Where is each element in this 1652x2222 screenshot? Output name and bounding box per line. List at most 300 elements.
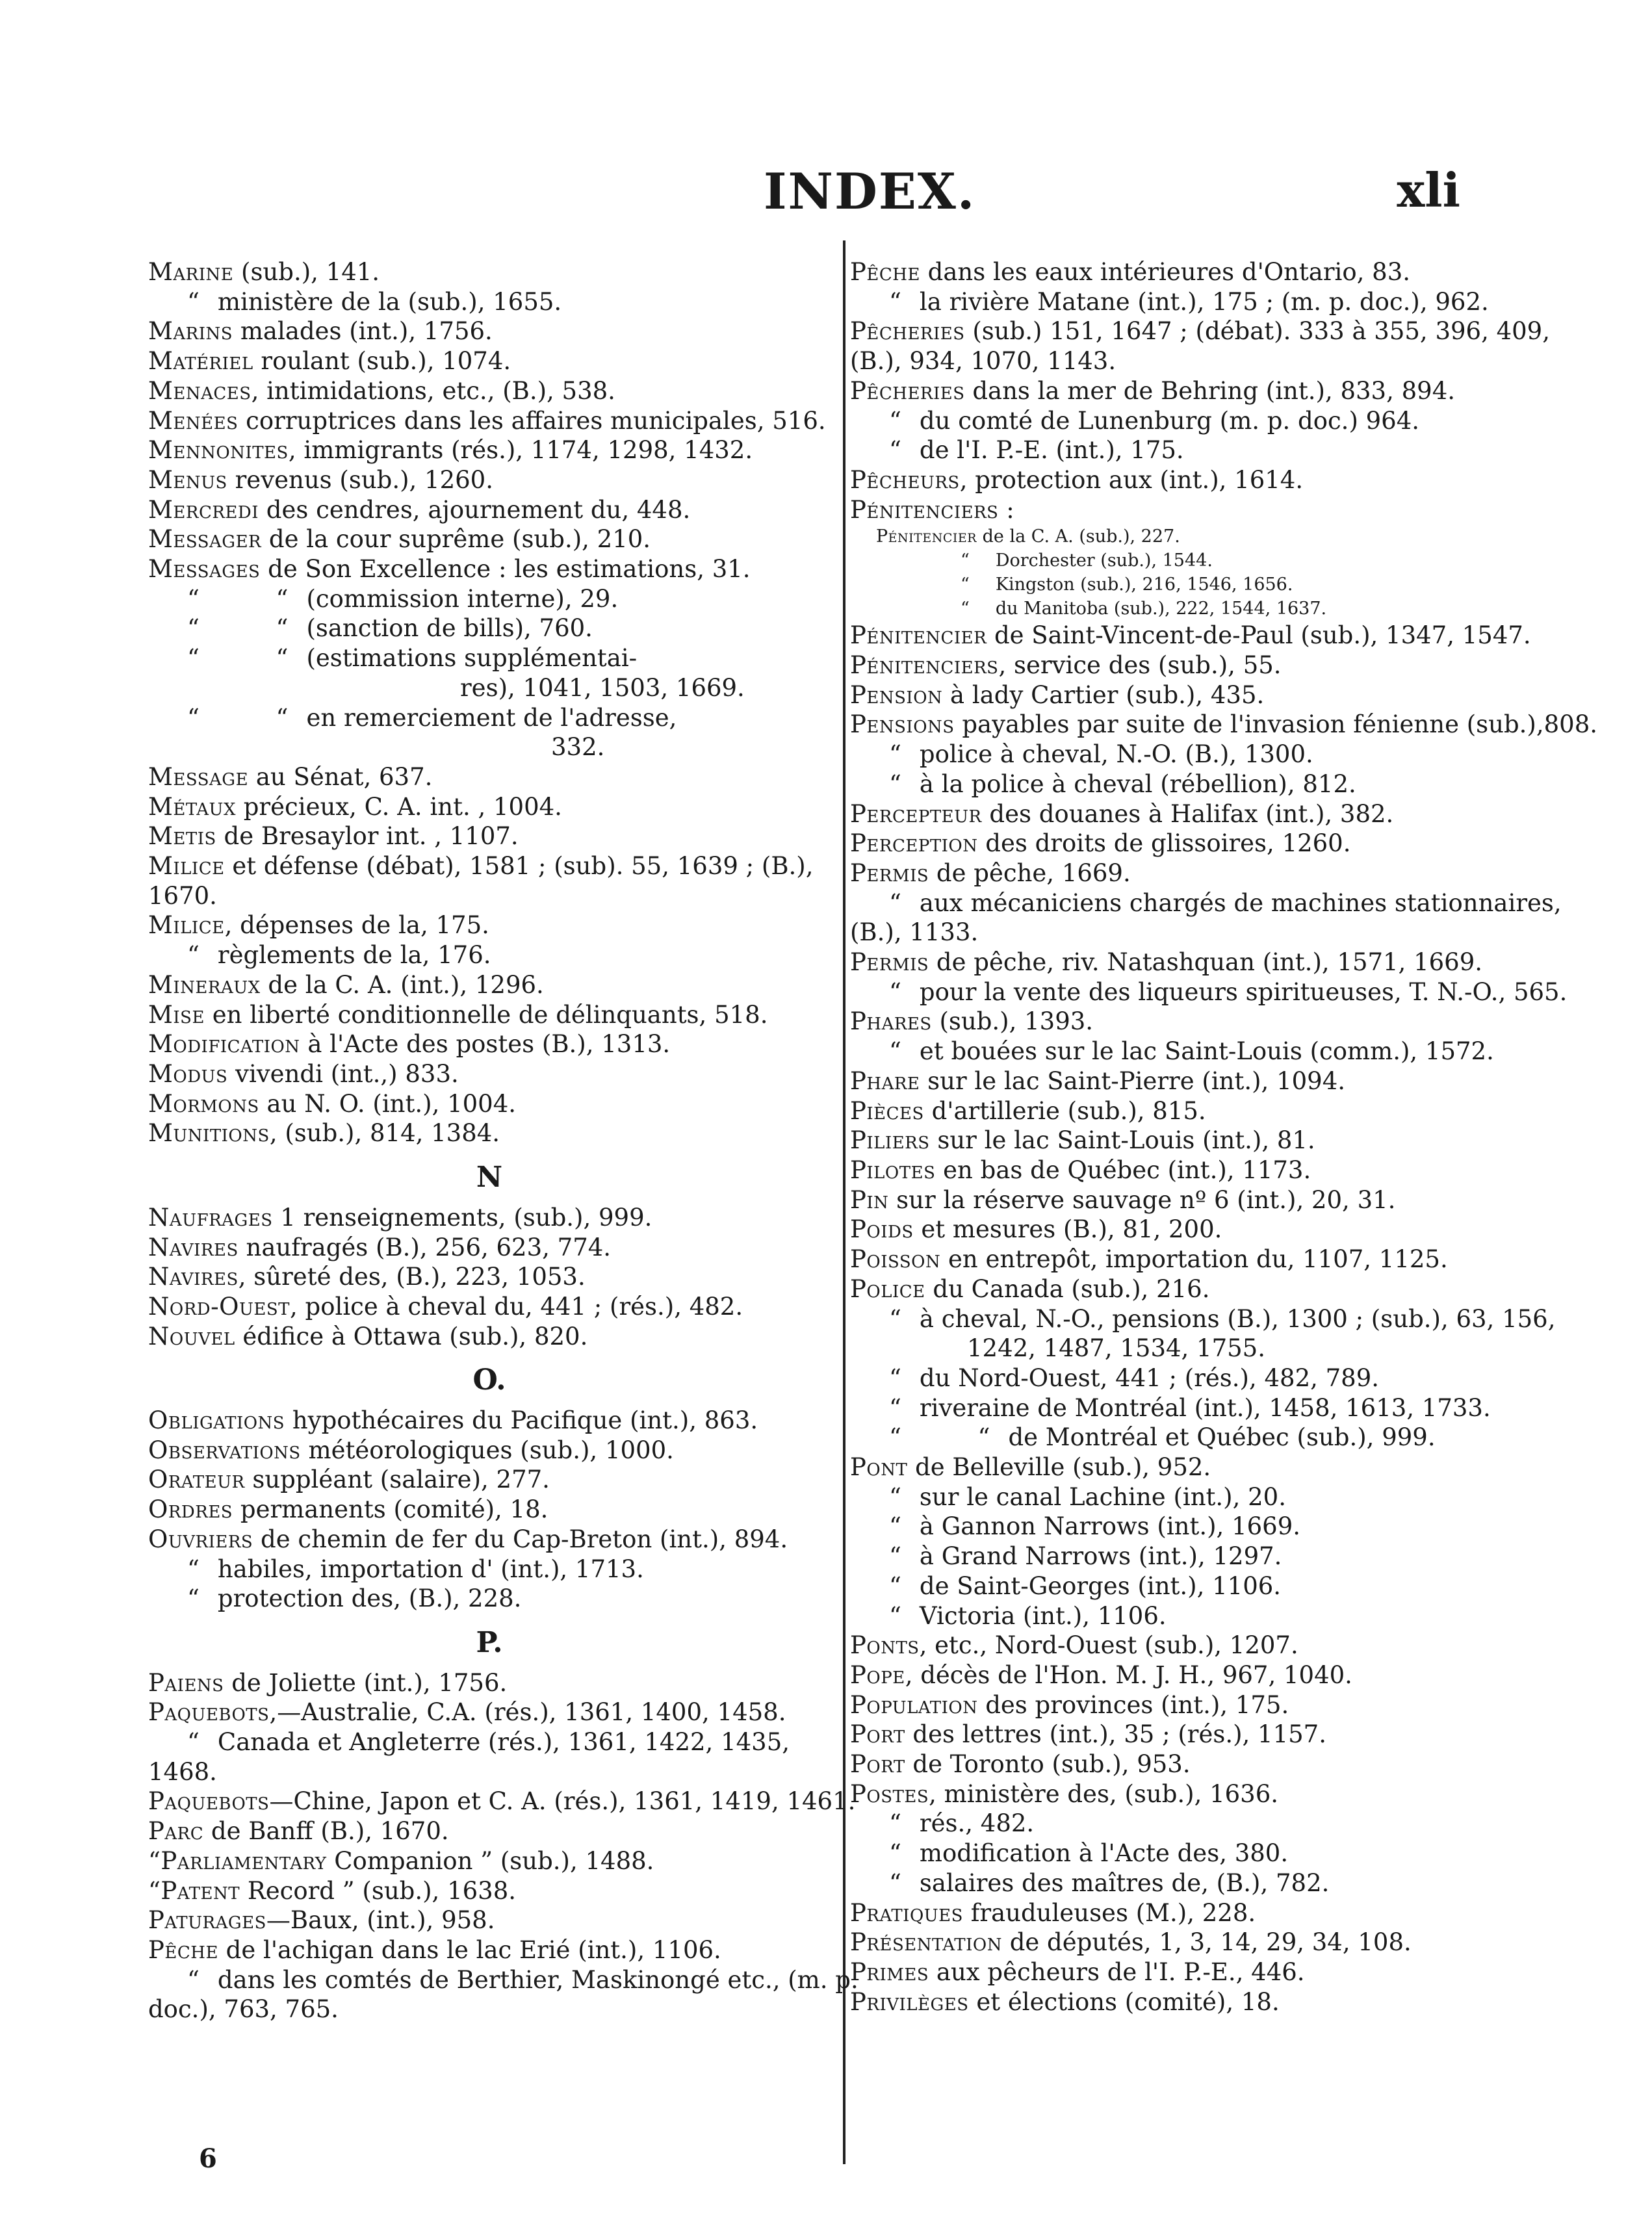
index-entry-text: à cheval, N.-O., pensions (B.), 1300 ; (sub.), 63, 156, bbox=[919, 1304, 1556, 1333]
index-entry-text: hypothécaires du Pacifique (int.), 863. bbox=[285, 1406, 758, 1435]
index-entry bbox=[850, 710, 1598, 740]
index-entry-text: de Belleville (sub.), 952. bbox=[907, 1453, 1211, 1482]
index-headword: Parc bbox=[148, 1817, 204, 1846]
index-entry-text: à l'Acte des postes (B.), 1313. bbox=[300, 1030, 671, 1059]
index-headword: Ordres bbox=[148, 1495, 233, 1524]
index-headword: Ouvriers bbox=[148, 1525, 253, 1553]
index-entry-text: des cendres, ajournement du, 448. bbox=[259, 495, 691, 524]
ditto-mark: “ bbox=[187, 941, 200, 970]
index-headword: Poisson bbox=[850, 1245, 941, 1274]
index-entry bbox=[148, 970, 831, 1000]
ditto-mark: “ bbox=[889, 1512, 901, 1541]
index-entry bbox=[148, 495, 831, 525]
index-entry bbox=[148, 1816, 831, 1846]
index-headword: Mise bbox=[148, 1000, 205, 1029]
index-entry bbox=[850, 1215, 1526, 1245]
index-entry bbox=[850, 1453, 1526, 1482]
index-entry-text: à la police à cheval (rébellion), 812. bbox=[919, 769, 1356, 798]
index-headword: Pêche bbox=[148, 1935, 218, 1964]
index-headword: Pièces bbox=[850, 1096, 924, 1125]
index-headword: “Parliamentary bbox=[148, 1846, 327, 1875]
ditto-mark: “ bbox=[961, 550, 970, 571]
index-entry-text: aux mécaniciens chargés de machines stationnaires, bbox=[919, 888, 1562, 917]
index-headword: Paiens bbox=[148, 1668, 224, 1697]
index-entry-text: 1468. bbox=[148, 1757, 217, 1786]
index-entry-text: des droits de glissoires, 1260. bbox=[977, 829, 1351, 858]
index-headword: Marine bbox=[148, 258, 234, 286]
ditto-mark: “ “ bbox=[889, 1423, 990, 1452]
ditto-mark: “ bbox=[187, 1584, 200, 1613]
ditto-mark: “ bbox=[187, 287, 200, 316]
index-entry-text: de Banff (B.), 1670. bbox=[203, 1817, 449, 1846]
index-entry bbox=[148, 554, 831, 584]
index-headword: Pin bbox=[850, 1185, 889, 1214]
index-entry-text: police à cheval, N.-O. (B.), 1300. bbox=[919, 740, 1313, 769]
index-entry-text: modification à l'Acte des, 380. bbox=[919, 1839, 1289, 1868]
index-entry-text: et bouées sur le lac Saint-Louis (comm.), 1572. bbox=[919, 1037, 1494, 1066]
index-headword: Pilotes bbox=[850, 1156, 936, 1184]
index-headword: Obligations bbox=[148, 1406, 285, 1435]
index-entry bbox=[148, 643, 831, 673]
index-headword: Navires bbox=[148, 1233, 239, 1261]
index-section-letter: N bbox=[476, 1161, 503, 1195]
index-entry-text: payables par suite de l'invasion fénienne (sub.),808. bbox=[954, 710, 1598, 739]
index-entry bbox=[850, 1037, 1526, 1066]
index-section-letter: O. bbox=[472, 1363, 506, 1397]
index-entry-text: sur le canal Lachine (int.), 20. bbox=[919, 1482, 1286, 1511]
index-entry bbox=[148, 703, 831, 733]
index-entry bbox=[148, 1465, 831, 1495]
ditto-mark: “ “ bbox=[187, 584, 289, 613]
index-headword: Metis bbox=[148, 822, 216, 851]
index-headword: Message bbox=[148, 762, 249, 791]
index-entry bbox=[148, 406, 831, 436]
index-headword: Navires bbox=[148, 1263, 239, 1291]
index-entry-text: en remerciement de l'adresse, bbox=[306, 703, 677, 732]
index-entry-text: et défense (débat), 1581 ; (sub). 55, 1639 ; (B.), bbox=[224, 852, 814, 881]
ditto-mark: “ bbox=[961, 599, 970, 619]
index-entry bbox=[148, 1089, 831, 1119]
index-headword: Phare bbox=[850, 1066, 920, 1095]
index-entry bbox=[850, 1571, 1526, 1601]
index-entry bbox=[850, 1868, 1526, 1898]
index-entry-text: à lady Cartier (sub.), 435. bbox=[942, 680, 1265, 709]
index-entry-text: d'artillerie (sub.), 815. bbox=[923, 1096, 1206, 1125]
index-entry bbox=[148, 1000, 831, 1030]
index-entry-text: du Nord-Ouest, 441 ; (rés.), 482, 789. bbox=[919, 1363, 1380, 1392]
index-headword: Pêcheurs bbox=[850, 465, 960, 494]
index-entry bbox=[148, 1029, 831, 1059]
index-entry bbox=[148, 435, 831, 465]
index-entry-text: , intimidations, etc., (B.), 538. bbox=[251, 376, 615, 405]
index-entry-text: de chemin de fer du Cap-Breton (int.), 894. bbox=[253, 1525, 788, 1553]
index-headword: Naufrages bbox=[148, 1203, 273, 1232]
index-entry-text: 1242, 1487, 1534, 1755. bbox=[967, 1334, 1265, 1363]
index-entry-text: (B.), 1133. bbox=[850, 918, 979, 947]
index-headword: Menaces bbox=[148, 376, 252, 405]
index-headword: Population bbox=[850, 1690, 978, 1719]
index-entry-text: , dépenses de la, 175. bbox=[224, 911, 489, 940]
ditto-mark: “ “ bbox=[187, 703, 289, 732]
index-entry-text: dans la mer de Behring (int.), 833, 894. bbox=[964, 376, 1455, 405]
index-headword: Menées bbox=[148, 406, 239, 435]
index-entry bbox=[148, 1757, 831, 1787]
ditto-mark: “ “ bbox=[187, 644, 289, 673]
index-headword: Menus bbox=[148, 465, 227, 494]
index-entry bbox=[850, 651, 1526, 680]
index-entry-text: au Sénat, 637. bbox=[248, 762, 433, 791]
index-entry-text: de Bresaylor int. , 1107. bbox=[216, 822, 519, 851]
index-entry bbox=[148, 1584, 831, 1614]
index-entry bbox=[148, 524, 831, 554]
ditto-mark: “ bbox=[187, 1965, 200, 1994]
index-entry bbox=[850, 1928, 1526, 1957]
index-entry-text: ,—Australie, C.A. (rés.), 1361, 1400, 1458. bbox=[269, 1698, 786, 1727]
ditto-mark: “ bbox=[961, 575, 970, 595]
ditto-mark: “ bbox=[889, 888, 901, 917]
index-entry bbox=[850, 287, 1526, 317]
index-entry bbox=[850, 1631, 1526, 1660]
index-entry bbox=[148, 317, 831, 346]
index-entry bbox=[850, 346, 1526, 376]
index-entry bbox=[148, 257, 831, 287]
index-entry-text: , police à cheval du, 441 ; (rés.), 482. bbox=[290, 1292, 743, 1321]
index-entry-text: , (sub.), 814, 1384. bbox=[269, 1119, 500, 1148]
index-entry-text: Record ” (sub.), 1638. bbox=[240, 1876, 516, 1905]
ditto-mark: “ bbox=[889, 406, 901, 435]
index-entry-text: édifice à Ottawa (sub.), 820. bbox=[235, 1322, 588, 1350]
index-entry bbox=[850, 597, 1526, 621]
index-entry-text: du Canada (sub.), 216. bbox=[925, 1274, 1210, 1303]
index-entry-text: roulant (sub.), 1074. bbox=[253, 347, 511, 376]
index-entry bbox=[850, 495, 1526, 525]
index-entry bbox=[850, 1156, 1526, 1185]
ditto-mark: “ bbox=[889, 1393, 901, 1422]
index-entry-text: 1670. bbox=[148, 881, 217, 910]
index-entry bbox=[850, 257, 1526, 287]
index-entry-text: (sub.), 1393. bbox=[931, 1007, 1094, 1036]
index-entry bbox=[148, 1118, 831, 1148]
ditto-mark: “ bbox=[889, 769, 901, 798]
index-entry-text: en entrepôt, importation du, 1107, 1125. bbox=[940, 1245, 1448, 1274]
index-entry-text: revenus (sub.), 1260. bbox=[227, 465, 493, 494]
index-entry bbox=[850, 1542, 1526, 1571]
index-entry-text: vivendi (int.,) 833. bbox=[227, 1059, 459, 1088]
right-index-column bbox=[850, 257, 1598, 2017]
index-entry-text: la rivière Matane (int.), 175 ; (m. p. doc.), 962. bbox=[919, 287, 1489, 316]
index-entry-text: pour la vente des liqueurs spiritueuses, T. N.-O., 565. bbox=[919, 977, 1568, 1006]
page-number: xli bbox=[1397, 162, 1460, 218]
index-entry-text: malades (int.), 1756. bbox=[233, 317, 493, 346]
index-entry bbox=[850, 621, 1531, 651]
index-entry bbox=[850, 829, 1526, 859]
index-headword: Pénitencier bbox=[876, 526, 977, 547]
index-entry-text: frauduleuses (M.), 228. bbox=[962, 1898, 1256, 1927]
index-entry-text: de pêche, riv. Natashquan (int.), 1571, 1669. bbox=[929, 948, 1483, 977]
index-entry-text: de députés, 1, 3, 14, 29, 34, 108. bbox=[1001, 1928, 1412, 1957]
index-entry bbox=[850, 977, 1568, 1007]
index-headword: Pensions bbox=[850, 710, 955, 739]
index-entry-text: —Baux, (int.), 958. bbox=[266, 1906, 495, 1935]
index-entry-text: météorologiques (sub.), 1000. bbox=[300, 1436, 674, 1464]
index-entry bbox=[850, 859, 1526, 888]
index-entry bbox=[850, 1898, 1526, 1928]
index-headword: Munitions bbox=[148, 1119, 270, 1148]
index-entry-text: du comté de Lunenburg (m. p. doc.) 964. bbox=[919, 406, 1420, 435]
index-entry-text: habiles, importation d' (int.), 1713. bbox=[217, 1555, 644, 1583]
index-entry bbox=[148, 346, 831, 376]
index-entry-text: du Manitoba (sub.), 222, 1544, 1637. bbox=[995, 599, 1327, 619]
index-entry-text: sur le lac Saint-Louis (int.), 81. bbox=[929, 1126, 1315, 1155]
index-headword: Mennonites bbox=[148, 436, 289, 465]
index-entry-text: , décès de l'Hon. M. J. H., 967, 1040. bbox=[905, 1660, 1352, 1689]
ditto-mark: “ bbox=[889, 1839, 901, 1868]
index-headword: Matériel bbox=[148, 347, 253, 376]
index-entry bbox=[850, 1423, 1526, 1453]
index-entry bbox=[850, 1839, 1526, 1868]
index-entry-text: (commission interne), 29. bbox=[306, 584, 619, 613]
index-entry-text: sur le lac Saint-Pierre (int.), 1094. bbox=[920, 1066, 1346, 1095]
index-entry bbox=[148, 614, 831, 643]
index-headword: Privilèges bbox=[850, 1987, 969, 2016]
index-entry bbox=[850, 1720, 1526, 1750]
index-entry bbox=[850, 406, 1526, 436]
index-headword: Paturages bbox=[148, 1906, 266, 1935]
index-entry bbox=[850, 1809, 1526, 1839]
index-headword: Mormons bbox=[148, 1089, 259, 1118]
index-entry-text: de Saint-Vincent-de-Paul (sub.), 1347, 1547. bbox=[987, 621, 1531, 650]
index-entry bbox=[148, 1525, 831, 1555]
index-entry-text: , etc., Nord-Ouest (sub.), 1207. bbox=[919, 1631, 1298, 1660]
index-entry-text: , service des (sub.), 55. bbox=[998, 651, 1282, 680]
index-entry-text: : bbox=[998, 495, 1014, 524]
index-entry bbox=[850, 1393, 1526, 1423]
index-headword: Nord-Ouest bbox=[148, 1292, 290, 1321]
index-headword: Milice bbox=[148, 911, 225, 940]
index-entry-text: des provinces (int.), 175. bbox=[977, 1690, 1289, 1719]
index-headword: Postes bbox=[850, 1779, 929, 1808]
index-entry-text: de Saint-Georges (int.), 1106. bbox=[919, 1571, 1282, 1600]
index-entry bbox=[148, 376, 831, 406]
index-entry-text: naufragés (B.), 256, 623, 774. bbox=[238, 1233, 612, 1261]
index-entry-text: —Chine, Japon et C. A. (rés.), 1361, 1419, 1461. bbox=[269, 1787, 856, 1816]
index-entry-text: , immigrants (rés.), 1174, 1298, 1432. bbox=[288, 436, 753, 465]
index-entry-text: de pêche, 1669. bbox=[929, 859, 1131, 887]
index-entry-text: en liberté conditionnelle de délinquants, 518. bbox=[204, 1000, 768, 1029]
index-entry-text: riveraine de Montréal (int.), 1458, 1613, 1733. bbox=[919, 1393, 1491, 1422]
index-entry bbox=[148, 1203, 831, 1233]
index-entry bbox=[850, 1482, 1526, 1512]
index-entry-text: de Son Excellence : les estimations, 31. bbox=[260, 555, 751, 584]
index-entry bbox=[148, 1965, 858, 1995]
ditto-mark: “ bbox=[889, 740, 901, 769]
index-entry bbox=[148, 1495, 831, 1525]
index-headword: Pénitencier bbox=[850, 621, 987, 650]
index-entry bbox=[850, 465, 1526, 495]
ditto-mark: “ bbox=[889, 977, 901, 1006]
index-headword: Pratiques bbox=[850, 1898, 963, 1927]
index-entry-text: salaires des maîtres de, (B.), 782. bbox=[919, 1868, 1330, 1897]
index-headword: Paquebots bbox=[148, 1698, 270, 1727]
index-entry bbox=[850, 1779, 1526, 1809]
index-entry-text: précieux, C. A. int. , 1004. bbox=[235, 792, 562, 821]
index-entry bbox=[148, 1406, 831, 1436]
index-headword: Port bbox=[850, 1720, 905, 1749]
index-entry bbox=[148, 1233, 831, 1263]
index-headword: Pénitenciers bbox=[850, 651, 999, 680]
index-entry bbox=[148, 673, 831, 703]
index-headword: Percepteur bbox=[850, 799, 982, 828]
index-entry bbox=[148, 792, 831, 822]
index-headword: Pope bbox=[850, 1660, 905, 1689]
index-entry-text: au N. O. (int.), 1004. bbox=[259, 1089, 517, 1118]
index-headword: “Patent bbox=[148, 1876, 240, 1905]
index-headword: Messages bbox=[148, 555, 261, 584]
index-entry bbox=[148, 1292, 831, 1322]
index-entry-text: , protection aux (int.), 1614. bbox=[959, 465, 1304, 494]
index-entry bbox=[850, 1126, 1526, 1156]
index-entry bbox=[850, 1245, 1526, 1274]
ditto-mark: “ bbox=[889, 1037, 901, 1066]
index-entry bbox=[850, 1601, 1526, 1631]
index-entry-text: dans les eaux intérieures d'Ontario, 83. bbox=[920, 258, 1411, 286]
index-entry bbox=[148, 1727, 831, 1757]
index-entry bbox=[850, 1007, 1526, 1037]
index-headword: Messager bbox=[148, 525, 262, 554]
ditto-mark: “ bbox=[889, 436, 901, 465]
index-entry-text: des lettres (int.), 35 ; (rés.), 1157. bbox=[905, 1720, 1326, 1749]
index-entry bbox=[850, 1363, 1526, 1393]
index-entry bbox=[148, 1876, 831, 1906]
column-divider bbox=[843, 240, 845, 2164]
index-entry bbox=[850, 948, 1526, 977]
index-entry bbox=[850, 769, 1526, 799]
index-entry bbox=[148, 1322, 831, 1352]
index-entry-text: Dorchester (sub.), 1544. bbox=[995, 550, 1213, 571]
index-entry bbox=[850, 376, 1526, 406]
index-headword: Paquebots bbox=[148, 1787, 270, 1816]
index-entry-text: , ministère des, (sub.), 1636. bbox=[929, 1779, 1279, 1808]
ditto-mark: “ bbox=[187, 1555, 200, 1583]
index-headword: Poids bbox=[850, 1215, 914, 1244]
index-entry-text: Kingston (sub.), 216, 1546, 1656. bbox=[995, 575, 1293, 595]
index-headword: Pêcheries bbox=[850, 376, 965, 405]
index-entry-text: (estimations supplémentai- bbox=[306, 644, 638, 673]
index-entry-text: corruptrices dans les affaires municipales, 516. bbox=[238, 406, 826, 435]
index-entry-text: (B.), 934, 1070, 1143. bbox=[850, 347, 1116, 376]
index-headword: Pêcheries bbox=[850, 317, 965, 346]
ditto-mark: “ bbox=[889, 1601, 901, 1630]
index-entry bbox=[148, 1668, 831, 1698]
index-entry-text: doc.), 763, 765. bbox=[148, 1995, 339, 2024]
ditto-mark: “ bbox=[889, 1809, 901, 1838]
index-entry-text: des douanes à Halifax (int.), 382. bbox=[981, 799, 1394, 828]
index-entry bbox=[850, 573, 1526, 597]
index-entry-text: 332. bbox=[551, 733, 605, 762]
index-entry bbox=[148, 1787, 856, 1816]
index-entry bbox=[850, 1660, 1526, 1690]
ditto-mark: “ bbox=[889, 1571, 901, 1600]
index-entry bbox=[148, 851, 831, 881]
index-entry bbox=[148, 762, 831, 792]
index-entry-text: ministère de la (sub.), 1655. bbox=[217, 287, 562, 316]
index-entry bbox=[148, 1905, 831, 1935]
index-entry bbox=[148, 821, 831, 851]
index-headword: Présentation bbox=[850, 1928, 1002, 1957]
index-entry-text: Canada et Angleterre (rés.), 1361, 1422, 1435, bbox=[217, 1728, 790, 1757]
index-entry bbox=[850, 1185, 1526, 1215]
ditto-mark: “ bbox=[889, 287, 901, 316]
index-entry bbox=[850, 740, 1526, 769]
ditto-mark: “ bbox=[889, 1482, 901, 1511]
index-entry-text: rés., 482. bbox=[919, 1809, 1035, 1838]
index-headword: Orateur bbox=[148, 1466, 245, 1494]
index-entry-text: 1 renseignements, (sub.), 999. bbox=[272, 1203, 652, 1232]
index-entry bbox=[850, 1512, 1526, 1542]
index-entry-text: sur la réserve sauvage nº 6 (int.), 20, 31. bbox=[888, 1185, 1396, 1214]
index-headword: Permis bbox=[850, 948, 929, 977]
index-entry-text: et élections (comité), 18. bbox=[968, 1987, 1280, 2016]
index-entry-text: en bas de Québec (int.), 1173. bbox=[935, 1156, 1311, 1184]
index-headword: Perception bbox=[850, 829, 978, 858]
index-headword: Primes bbox=[850, 1957, 929, 1986]
index-entry-text: à Gannon Narrows (int.), 1669. bbox=[919, 1512, 1300, 1541]
index-entry bbox=[850, 1334, 1526, 1363]
index-entry bbox=[148, 940, 831, 970]
index-entry bbox=[148, 287, 831, 317]
index-entry-text: (sub.) 151, 1647 ; (débat). 333 à 355, 396, 409, bbox=[964, 317, 1550, 346]
index-headword: Pension bbox=[850, 680, 943, 709]
index-entry bbox=[850, 317, 1550, 346]
index-entry bbox=[148, 584, 831, 614]
ditto-mark: “ bbox=[889, 1868, 901, 1897]
index-headword: Pénitenciers bbox=[850, 495, 999, 524]
index-entry bbox=[148, 881, 831, 911]
index-headword: Mineraux bbox=[148, 970, 261, 999]
index-headword: Permis bbox=[850, 859, 929, 887]
page-title: INDEX. bbox=[764, 162, 976, 220]
index-entry-text: de l'I. P.-E. (int.), 175. bbox=[919, 436, 1184, 465]
index-entry bbox=[850, 1274, 1526, 1304]
index-entry-text: de l'achigan dans le lac Erié (int.), 1106. bbox=[218, 1935, 721, 1964]
index-entry bbox=[850, 888, 1562, 918]
index-entry-text: suppléant (salaire), 277. bbox=[244, 1466, 550, 1494]
index-headword: Modus bbox=[148, 1059, 228, 1088]
index-entry bbox=[850, 918, 1526, 948]
index-entry bbox=[148, 1555, 831, 1584]
index-entry-text: res), 1041, 1503, 1669. bbox=[460, 673, 745, 702]
index-entry bbox=[148, 1436, 831, 1466]
index-entry-text: permanents (comité), 18. bbox=[233, 1495, 549, 1524]
index-headword: Observations bbox=[148, 1436, 301, 1464]
index-entry bbox=[148, 732, 831, 762]
index-entry bbox=[148, 1059, 831, 1089]
index-entry bbox=[850, 549, 1526, 573]
index-headword: Pont bbox=[850, 1453, 908, 1482]
index-entry bbox=[850, 1750, 1526, 1779]
index-entry bbox=[850, 1096, 1526, 1126]
index-entry-text: dans les comtés de Berthier, Maskinongé etc., (m. p. bbox=[217, 1965, 858, 1994]
index-entry-text: de Joliette (int.), 1756. bbox=[224, 1668, 508, 1697]
index-entry-text: et mesures (B.), 81, 200. bbox=[913, 1215, 1222, 1244]
index-headword: Ponts bbox=[850, 1631, 920, 1660]
index-headword: Modification bbox=[148, 1030, 300, 1059]
index-entry bbox=[850, 799, 1526, 829]
index-headword: Police bbox=[850, 1274, 925, 1303]
index-entry bbox=[148, 1995, 831, 2024]
index-entry-text: Victoria (int.), 1106. bbox=[919, 1601, 1167, 1630]
index-entry-text: de la C. A. (int.), 1296. bbox=[260, 970, 544, 999]
